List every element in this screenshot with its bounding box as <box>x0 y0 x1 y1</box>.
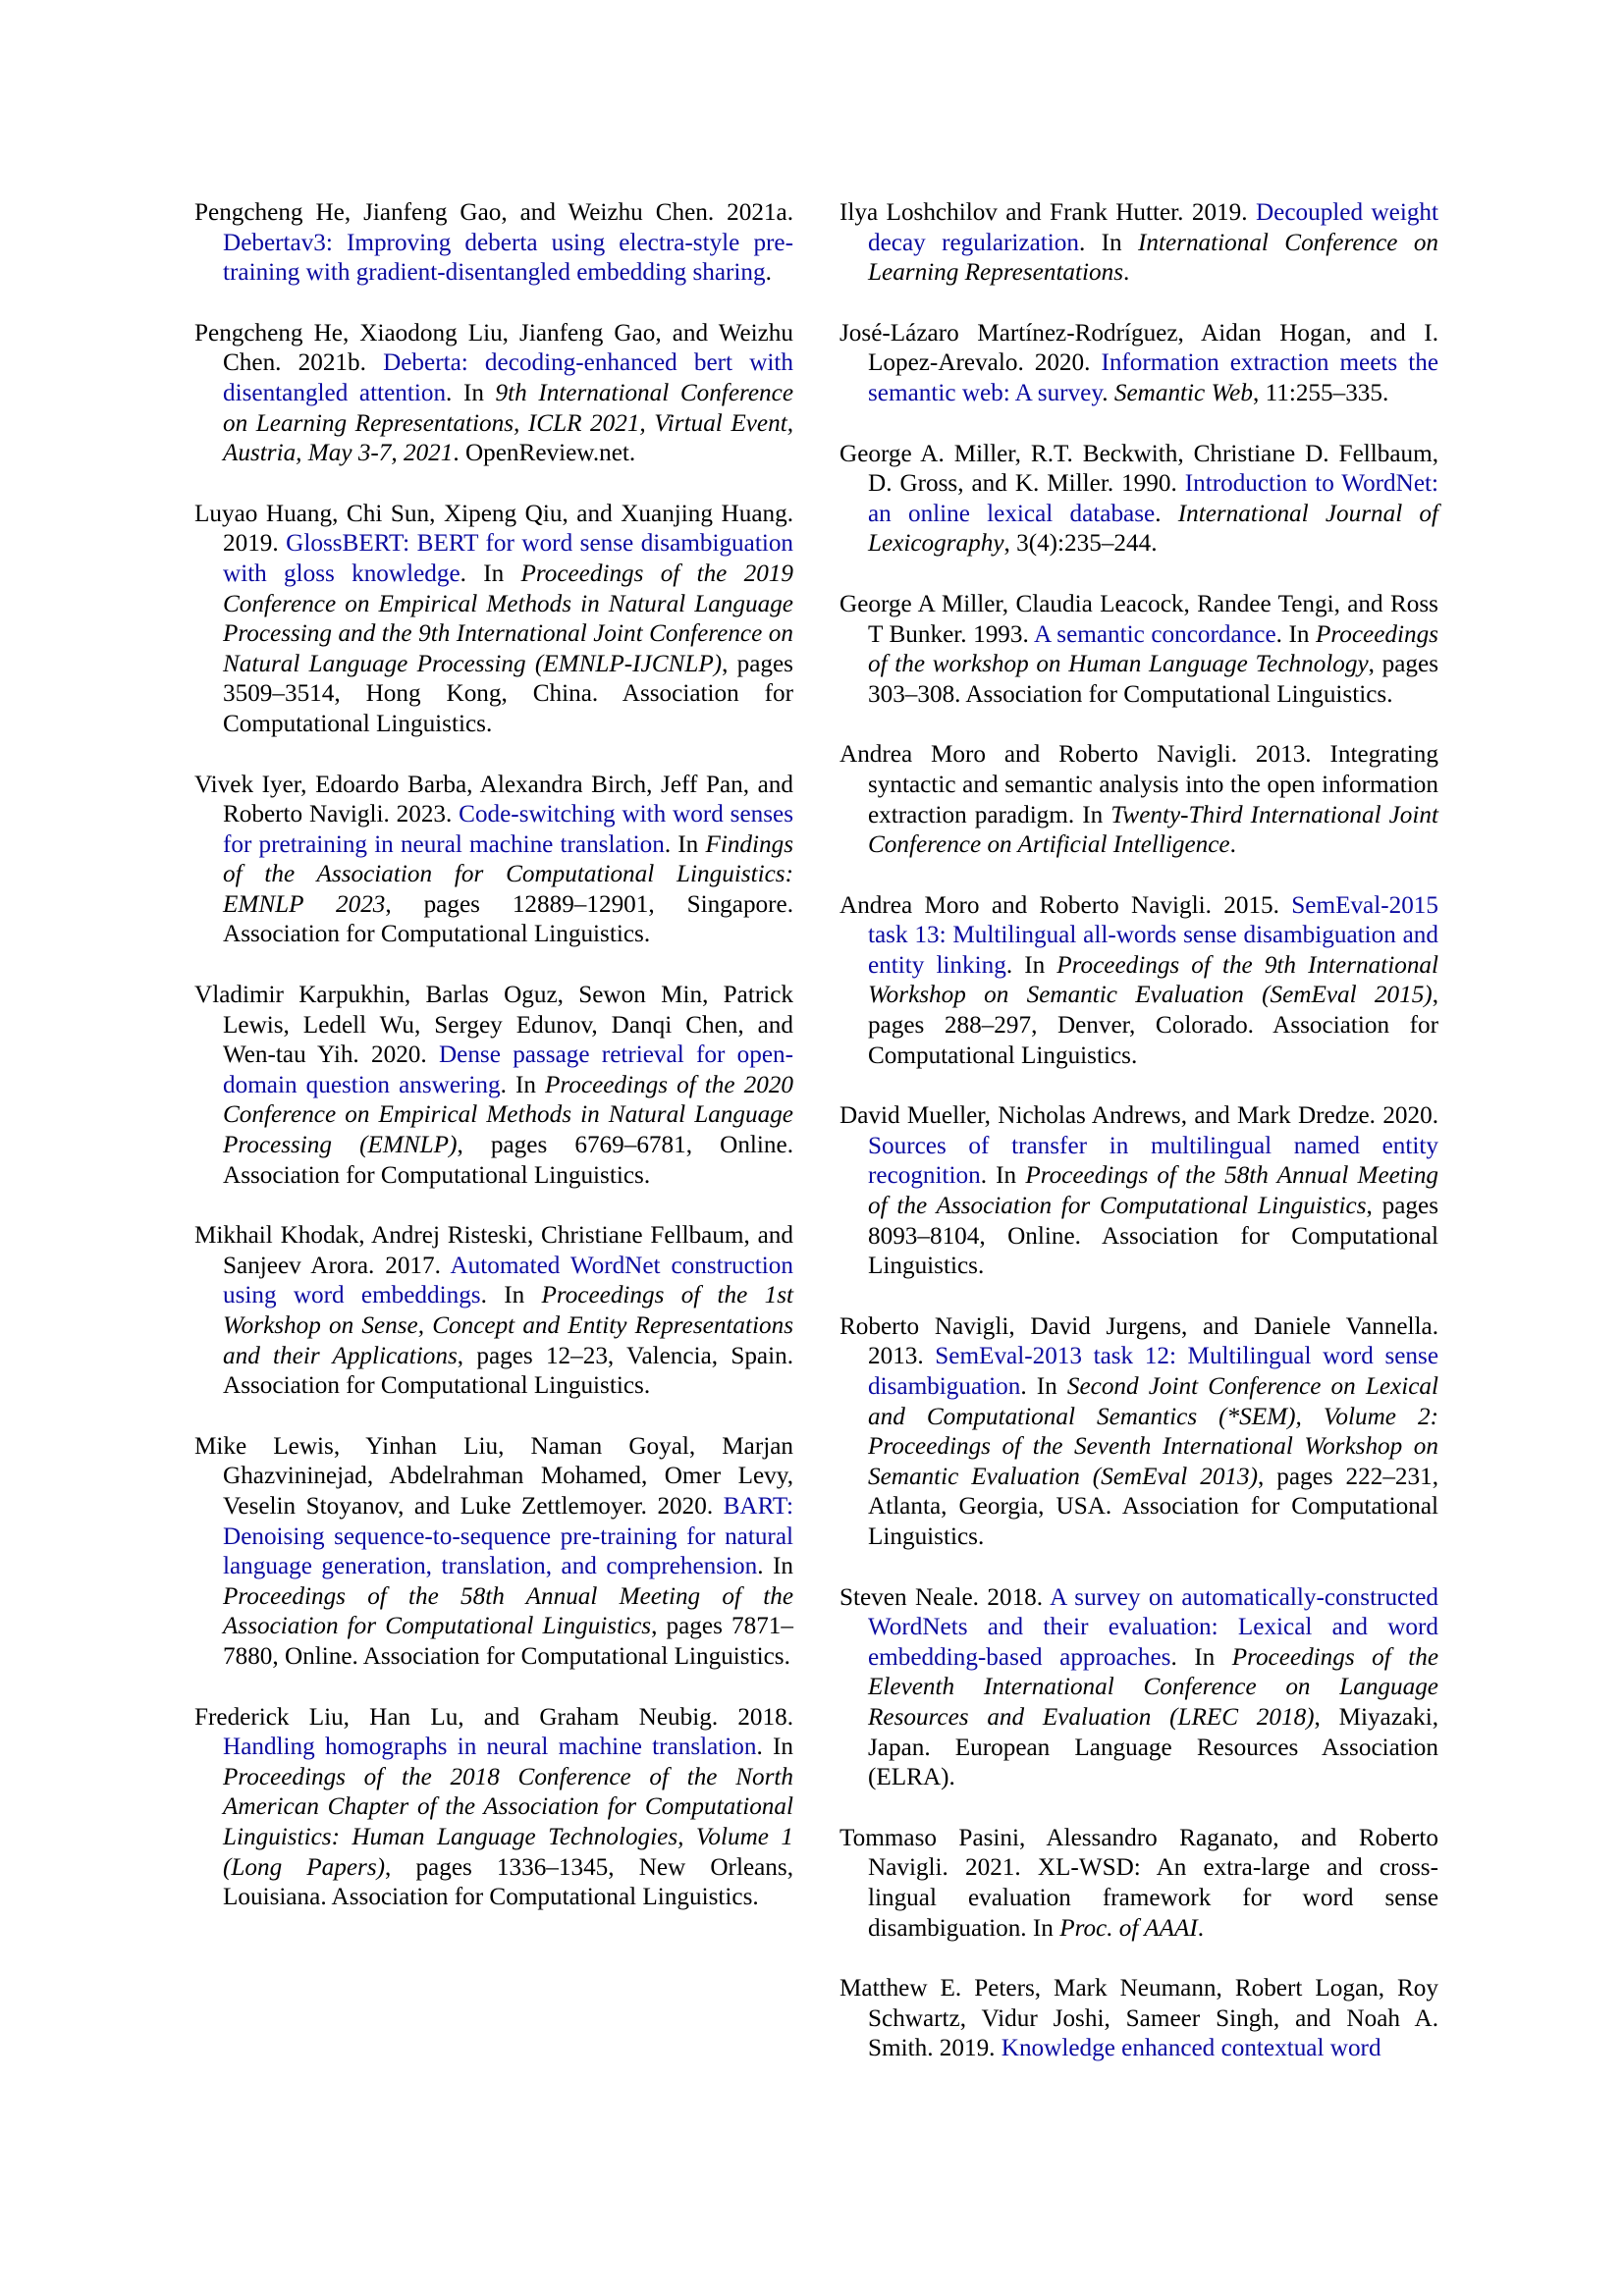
reference-entry <box>839 891 1438 1072</box>
reference-entry <box>194 1703 793 1913</box>
reference-details: . <box>1229 831 1236 859</box>
reference-authors-year: Andrea Moro and Roberto Navigli. 2015. <box>839 891 1292 919</box>
reference-title-link[interactable]: A semantic concordance <box>1033 620 1276 648</box>
reference-separator: . In <box>500 1071 546 1098</box>
reference-title-link[interactable]: Handling homographs in neural machine translation <box>223 1734 757 1761</box>
reference-details: , Miyazaki, Japan. European Language Resources Association (ELRA). <box>868 1703 1438 1791</box>
reference-authors-year: Matthew E. Peters, Mark Neumann, Robert Logan, Roy Schwartz, Vidur Joshi, Sameer Singh, and Noah A. Smith. 2019. <box>839 1975 1438 2062</box>
reference-authors-year: Mike Lewis, Yinhan Liu, Naman Goyal, Marjan Ghazvininejad, Abdelrahman Mohamed, Omer Levy, Veselin Stoyanov, and Luke Zettlemoyer. 2020. <box>194 1432 793 1520</box>
reference-separator: . In <box>460 560 521 587</box>
reference-entry <box>194 981 793 1191</box>
reference-details: , 11:255–335. <box>1252 379 1389 406</box>
reference-separator: . <box>1155 500 1178 527</box>
reference-venue: Second Joint Conference on Lexical and Computational Semantics (*SEM), Volume 2: Proceedings of the Seventh International Workshop on Semantic Evaluation (SemEval 2013) <box>868 1373 1439 1490</box>
reference-details: , pages 303–308. Association for Computational Linguistics. <box>868 651 1438 708</box>
reference-title-link[interactable]: Knowledge enhanced contextual word <box>1001 2035 1381 2062</box>
reference-title-link[interactable]: Code-switching with word senses for pretraining in neural machine translation <box>223 801 794 858</box>
reference-title-link[interactable]: Introduction to WordNet: an online lexical database <box>868 470 1439 527</box>
reference-title-link[interactable]: A survey on automatically-constructed WordNets and their evaluation: Lexical and word embedding-based approaches <box>868 1583 1438 1671</box>
reference-separator: . <box>1102 379 1114 406</box>
reference-authors-year: Andrea Moro and Roberto Navigli. 2013. Integrating syntactic and semantic analysis into the open information extraction paradigm. In <box>839 741 1438 828</box>
reference-entry <box>839 1974 1438 2064</box>
reference-venue: Proceedings of the 1st Workshop on Sense, Concept and Entity Representations and their Applications <box>223 1282 793 1369</box>
reference-title-link[interactable]: Decoupled weight decay regularization <box>868 199 1439 256</box>
reference-venue: Proc. of AAAI <box>1059 1914 1198 1942</box>
reference-details: , pages 12889–12901, Singapore. Association for Computational Linguistics. <box>223 890 793 948</box>
reference-entry <box>194 1221 793 1402</box>
reference-authors-year: José-Lázaro Martínez-Rodríguez, Aidan Hogan, and I. Lopez-Arevalo. 2020. <box>839 319 1438 377</box>
reference-separator: . In <box>1170 1643 1232 1671</box>
reference-authors-year: George A. Miller, R.T. Beckwith, Christiane D. Fellbaum, D. Gross, and K. Miller. 1990. <box>839 440 1438 498</box>
reference-details: , 3(4):235–244. <box>1003 530 1158 558</box>
reference-authors-year: Pengcheng He, Xiaodong Liu, Jianfeng Gao, and Weizhu Chen. 2021b. <box>194 319 793 377</box>
reference-authors-year: Vivek Iyer, Edoardo Barba, Alexandra Birch, Jeff Pan, and Roberto Navigli. 2023. <box>194 771 793 828</box>
reference-authors-year: Vladimir Karpukhin, Barlas Oguz, Sewon Min, Patrick Lewis, Ledell Wu, Sergey Edunov, Danqi Chen, and Wen-tau Yih. 2020. <box>194 982 793 1069</box>
reference-separator: . In <box>1078 229 1138 256</box>
references-right-column <box>839 198 1438 2095</box>
reference-venue: Proceedings of the 2019 Conference on Empirical Methods in Natural Language Processing and the 9th International Joint Conference on Natural Language Processing (EMNLP-IJCNLP) <box>223 560 793 677</box>
reference-entry <box>839 590 1438 710</box>
reference-separator: . In <box>756 1734 793 1761</box>
reference-venue: Proceedings of the 58th Annual Meeting of the Association for Computational Linguistics <box>868 1162 1439 1220</box>
reference-separator: . In <box>664 830 706 858</box>
reference-entry <box>839 1312 1438 1553</box>
reference-details: , pages 3509–3514, Hong Kong, China. Association for Computational Linguistics. <box>223 650 793 737</box>
reference-details: , pages 1336–1345, New Orleans, Louisiana. Association for Computational Linguistics. <box>223 1853 793 1911</box>
reference-title-link[interactable]: Debertav3: Improving deberta using electra-style pre-training with gradient-disentangled embedding sharing <box>223 229 793 287</box>
reference-venue: Proceedings of the workshop on Human Language Technology <box>868 620 1438 678</box>
reference-details: , pages 8093–8104, Online. Association for Computational Linguistics. <box>868 1193 1438 1280</box>
reference-separator: . In <box>1275 620 1317 648</box>
reference-entry <box>839 1824 1438 1944</box>
reference-separator: . In <box>980 1162 1026 1190</box>
reference-authors-year: Pengcheng He, Jianfeng Gao, and Weizhu Chen. 2021a. <box>194 199 793 226</box>
reference-venue: Proceedings of the 2018 Conference of the North American Chapter of the Association for Computational Linguistics: Human Language Technologies, Volume 1 (Long Papers) <box>223 1763 793 1881</box>
reference-venue: Proceedings of the 9th International Workshop on Semantic Evaluation (SemEval 2015) <box>868 951 1438 1009</box>
reference-entry <box>839 1101 1438 1282</box>
reference-authors-year: Tommaso Pasini, Alessandro Raganato, and Roberto Navigli. 2021. XL-WSD: An extra-large and cross-lingual evaluation framework for word sense disambiguation. In <box>839 1824 1438 1942</box>
reference-authors-year: Steven Neale. 2018. <box>839 1583 1051 1611</box>
reference-venue: Twenty-Third International Joint Conference on Artificial Intelligence <box>868 801 1438 859</box>
reference-title-link[interactable]: Sources of transfer in multilingual named entity recognition <box>868 1132 1438 1190</box>
reference-details: , pages 222–231, Atlanta, Georgia, USA. Association for Computational Linguistics. <box>868 1463 1438 1550</box>
reference-separator: . In <box>1020 1373 1067 1400</box>
reference-details: . OpenReview.net. <box>453 440 636 467</box>
reference-details: . <box>1197 1914 1205 1942</box>
reference-separator: . In <box>757 1553 793 1580</box>
reference-venue: 9th International Conference on Learning Representations, ICLR 2021, Virtual Event, Austria, May 3-7, 2021 <box>223 379 794 467</box>
reference-details: , pages 6769–6781, Online. Association for Computational Linguistics. <box>223 1132 793 1189</box>
reference-venue: Findings of the Association for Computational Linguistics: EMNLP 2023 <box>223 830 793 918</box>
reference-separator: . In <box>446 379 496 406</box>
reference-details: . <box>1123 259 1130 287</box>
reference-title-link[interactable]: BART: Denoising sequence-to-sequence pre-training for natural language generation, translation, and comprehension <box>223 1492 793 1580</box>
reference-entry <box>194 319 793 469</box>
reference-authors-year: George A Miller, Claudia Leacock, Randee Tengi, and Ross T Bunker. 1993. <box>839 590 1438 648</box>
reference-entry <box>839 740 1438 860</box>
reference-entry <box>194 771 793 951</box>
reference-separator: . In <box>1005 951 1057 979</box>
reference-authors-year: Roberto Navigli, David Jurgens, and Daniele Vannella. 2013. <box>839 1312 1438 1370</box>
reference-title-link[interactable]: GlossBERT: BERT for word sense disambiguation with gloss knowledge <box>223 530 794 587</box>
references-left-column <box>194 198 793 1944</box>
reference-title-link[interactable]: SemEval-2015 task 13: Multilingual all-words sense disambiguation and entity linking <box>868 891 1438 979</box>
reference-venue: Semantic Web <box>1113 379 1253 406</box>
reference-authors-year: Luyao Huang, Chi Sun, Xipeng Qiu, and Xuanjing Huang. 2019. <box>194 500 793 558</box>
reference-venue: Proceedings of the 2020 Conference on Empirical Methods in Natural Language Processing (EMNLP) <box>223 1071 793 1159</box>
reference-title-link[interactable]: SemEval-2013 task 12: Multilingual word sense disambiguation <box>868 1343 1439 1400</box>
reference-authors-year: David Mueller, Nicholas Andrews, and Mark Dredze. 2020. <box>839 1102 1438 1130</box>
reference-authors-year: Ilya Loshchilov and Frank Hutter. 2019. <box>839 199 1256 226</box>
reference-separator: . <box>765 259 772 287</box>
reference-venue: Proceedings of the 58th Annual Meeting of the Association for Computational Linguistics <box>223 1582 793 1640</box>
reference-title-link[interactable]: Information extraction meets the semantic web: A survey <box>868 349 1438 406</box>
reference-details: , pages 288–297, Denver, Colorado. Association for Computational Linguistics. <box>868 982 1438 1069</box>
reference-title-link[interactable]: Deberta: decoding-enhanced bert with disentangled attention <box>223 349 793 406</box>
reference-entry <box>194 1432 793 1673</box>
reference-venue: International Conference on Learning Representations <box>868 229 1439 287</box>
reference-authors-year: Mikhail Khodak, Andrej Risteski, Christiane Fellbaum, and Sanjeev Arora. 2017. <box>194 1222 793 1279</box>
reference-authors-year: Frederick Liu, Han Lu, and Graham Neubig. 2018. <box>194 1703 793 1731</box>
reference-entry <box>839 1583 1438 1793</box>
reference-details: , pages 7871–7880, Online. Association for Computational Linguistics. <box>223 1613 793 1670</box>
reference-entry <box>194 500 793 740</box>
reference-venue: International Journal of Lexicography <box>868 500 1439 558</box>
reference-separator: . In <box>480 1282 542 1309</box>
reference-venue: Proceedings of the Eleventh International Conference on Language Resources and Evaluation (LREC 2018) <box>868 1643 1439 1731</box>
reference-title-link[interactable]: Dense passage retrieval for open-domain question answering <box>223 1041 793 1098</box>
reference-entry <box>839 440 1438 560</box>
reference-entry <box>839 319 1438 409</box>
reference-title-link[interactable]: Automated WordNet construction using word embeddings <box>223 1252 793 1309</box>
reference-entry <box>194 198 793 289</box>
reference-details: , pages 12–23, Valencia, Spain. Association for Computational Linguistics. <box>223 1342 793 1400</box>
reference-entry <box>839 198 1438 289</box>
